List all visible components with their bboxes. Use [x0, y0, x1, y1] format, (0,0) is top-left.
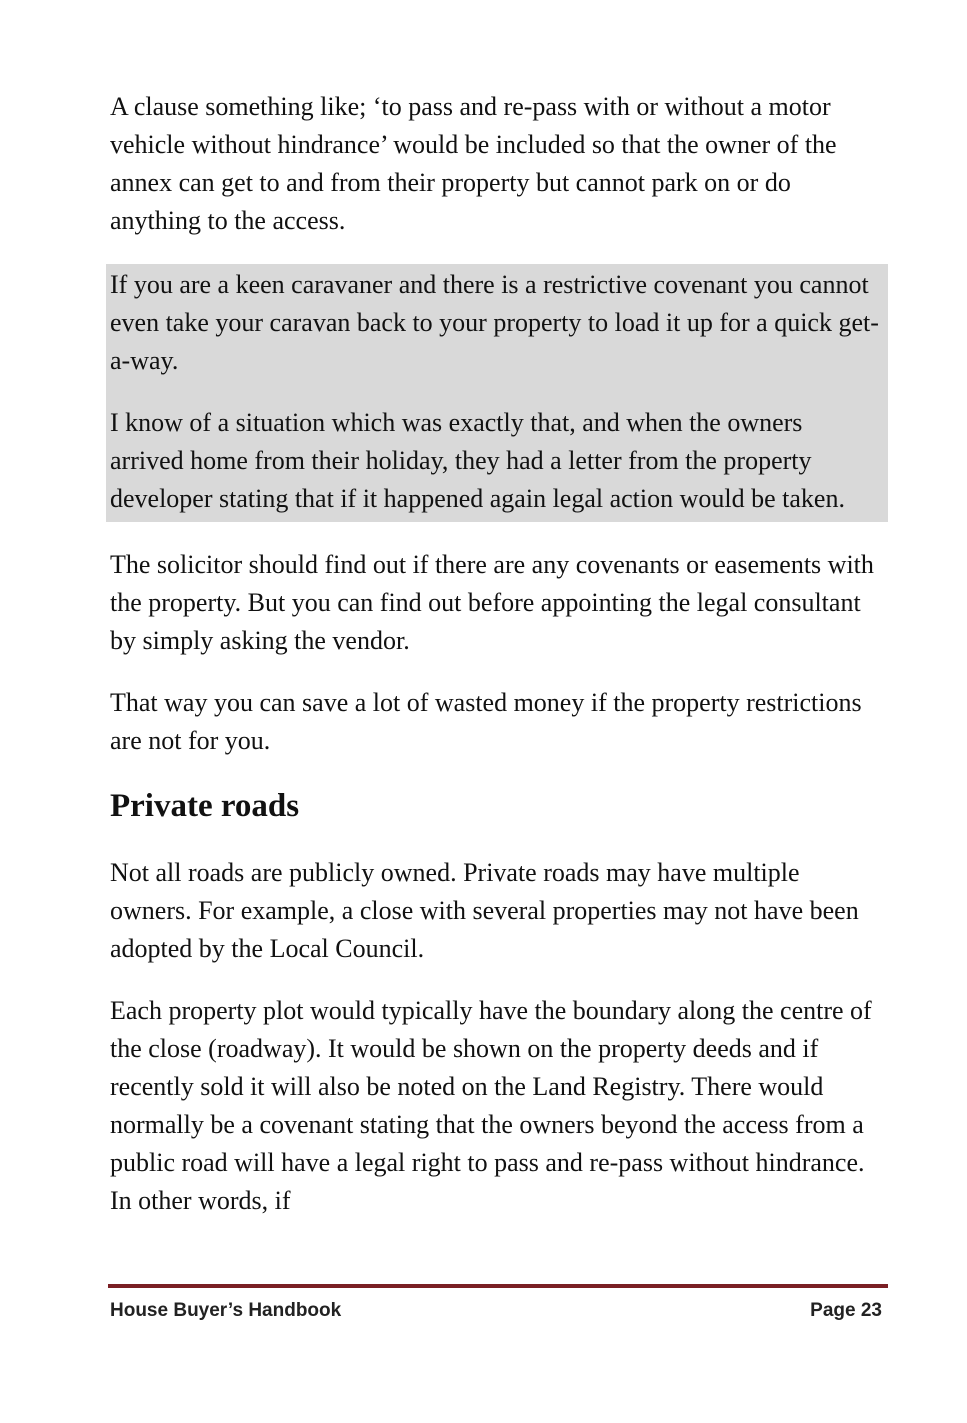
page-content	[110, 88, 880, 1244]
paragraph-public-roads: Not all roads are publicly owned. Private roads may have multiple owners. For example, a close with several properties may not have been adopted by the Local Council.	[110, 858, 859, 963]
footer-page-number: Page 23	[810, 1300, 882, 1321]
paragraph-save-money: That way you can save a lot of wasted money if the property restrictions are not for you.	[110, 688, 862, 755]
shaded-callout	[106, 264, 888, 522]
paragraph-situation: I know of a situation which was exactly that, and when the owners arrived home from their holiday, they had a letter from the property developer stating that if it happened again legal action would be taken.	[110, 408, 845, 513]
paragraph-access-clause: A clause something like; ‘to pass and re-pass with or without a motor vehicle without hindrance’ would be included so that the owner of the annex can get to and from their property but cannot park on or do anything to the access.	[110, 92, 837, 235]
page-footer	[110, 1300, 882, 1322]
footer-book-title: House Buyer’s Handbook	[110, 1300, 342, 1321]
footer-divider	[108, 1284, 888, 1288]
paragraph-solicitor: The solicitor should find out if there are any covenants or easements with the property. But you can find out before appointing the legal consultant by simply asking the vendor.	[110, 550, 874, 655]
section-heading-private-roads: Private roads	[110, 788, 300, 824]
paragraph-property-plot: Each property plot would typically have the boundary along the centre of the close (roadway). It would be shown on the property deeds and if recently sold it will also be noted on the Land Registry. There would normally be a covenant stating that the owners beyond the access from a public road will have a legal right to pass and re-pass without hindrance. In other words, if	[110, 996, 872, 1215]
paragraph-caravaner: If you are a keen caravaner and there is a restrictive covenant you cannot even take your caravan back to your property to load it up for a quick get-a-way.	[110, 270, 879, 375]
